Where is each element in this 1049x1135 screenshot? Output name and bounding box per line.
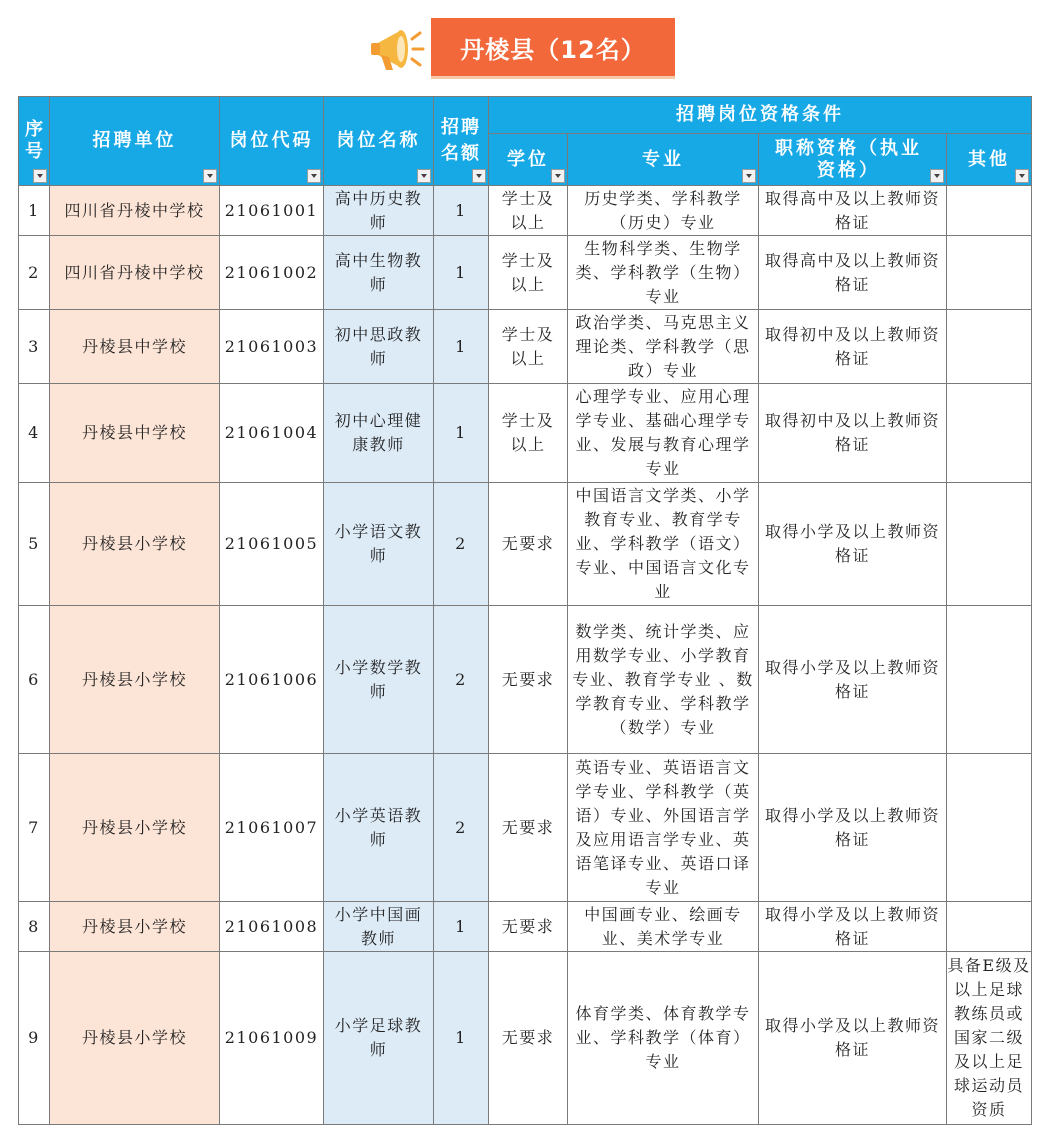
filter-dropdown-icon[interactable] [33, 169, 47, 183]
row-code: 21061009 [220, 952, 324, 1125]
row-cert: 取得小学及以上教师资格证 [759, 483, 947, 606]
table-row [19, 754, 1032, 902]
row-position: 小学足球教师 [324, 952, 434, 1125]
row-position: 高中历史教师 [324, 186, 434, 236]
header-position-label: 岗位名称 [336, 130, 421, 151]
row-seq: 6 [19, 606, 50, 754]
row-cert: 取得初中及以上教师资格证 [759, 310, 947, 384]
header-degree [489, 134, 568, 186]
row-degree: 学士及以上 [489, 384, 568, 483]
row-other [947, 754, 1032, 902]
row-quota: 2 [434, 483, 489, 606]
title-underline [431, 76, 675, 79]
row-unit: 丹棱县中学校 [50, 310, 220, 384]
row-code: 21061008 [220, 902, 324, 952]
row-unit: 丹棱县小学校 [50, 754, 220, 902]
row-seq: 5 [19, 483, 50, 606]
table-row [19, 952, 1032, 1125]
row-quota: 1 [434, 236, 489, 310]
filter-dropdown-icon[interactable] [551, 169, 565, 183]
row-cert: 取得小学及以上教师资格证 [759, 606, 947, 754]
header-major-label: 专业 [642, 148, 684, 170]
row-unit: 丹棱县小学校 [50, 606, 220, 754]
row-quota: 2 [434, 606, 489, 754]
row-seq: 7 [19, 754, 50, 902]
row-unit: 丹棱县中学校 [50, 384, 220, 483]
table-row [19, 310, 1032, 384]
row-degree: 无要求 [489, 902, 568, 952]
row-quota: 1 [434, 952, 489, 1125]
header-unit [50, 97, 220, 186]
row-major: 数学类、统计学类、应用数学专业、小学教育专业、教育学专业 、数学教育专业、学科教学（数学）专业 [568, 606, 759, 754]
row-cert: 取得小学及以上教师资格证 [759, 952, 947, 1125]
row-major: 心理学专业、应用心理学专业、基础心理学专业、发展与教育心理学专业 [568, 384, 759, 483]
table-row [19, 606, 1032, 754]
filter-dropdown-icon[interactable] [417, 169, 431, 183]
header-cert-label: 职称资格（执业资格） [775, 137, 922, 181]
filter-dropdown-icon[interactable] [930, 169, 944, 183]
row-major: 中国画专业、绘画专业、美术学专业 [568, 902, 759, 952]
row-unit: 丹棱县小学校 [50, 483, 220, 606]
row-other [947, 236, 1032, 310]
filter-dropdown-icon[interactable] [742, 169, 756, 183]
row-position: 小学数学教师 [324, 606, 434, 754]
row-cert: 取得高中及以上教师资格证 [759, 236, 947, 310]
header-quota-label: 招聘名额 [441, 117, 481, 164]
row-other [947, 483, 1032, 606]
header-major [568, 134, 759, 186]
row-position: 小学英语教师 [324, 754, 434, 902]
row-unit: 丹棱县小学校 [50, 902, 220, 952]
row-code: 21061005 [220, 483, 324, 606]
header-degree-label: 学位 [507, 148, 549, 170]
header-other-label: 其他 [968, 148, 1010, 170]
row-seq: 4 [19, 384, 50, 483]
title-label: 丹棱县（12名） [431, 18, 675, 76]
row-cert: 取得小学及以上教师资格证 [759, 754, 947, 902]
filter-dropdown-icon[interactable] [472, 169, 486, 183]
row-other [947, 902, 1032, 952]
row-seq: 8 [19, 902, 50, 952]
row-other [947, 606, 1032, 754]
row-quota: 1 [434, 186, 489, 236]
table-row [19, 384, 1032, 483]
table-row [19, 186, 1032, 236]
row-degree: 无要求 [489, 754, 568, 902]
row-major: 政治学类、马克思主义理论类、学科教学（思政）专业 [568, 310, 759, 384]
table-row [19, 236, 1032, 310]
row-position: 小学中国画教师 [324, 902, 434, 952]
header-seq-label: 序号 [25, 119, 43, 162]
row-code: 21061007 [220, 754, 324, 902]
row-major: 英语专业、英语语言文学专业、学科教学（英语）专业、外国语言学及应用语言学专业、英语笔译专业、英语口译专业 [568, 754, 759, 902]
row-seq: 9 [19, 952, 50, 1125]
row-position: 初中思政教师 [324, 310, 434, 384]
section-title [368, 18, 688, 80]
row-major: 中国语言文学类、小学教育专业、教育学专业、学科教学（语文）专业、中国语言文化专业 [568, 483, 759, 606]
row-degree: 无要求 [489, 483, 568, 606]
row-quota: 1 [434, 902, 489, 952]
header-other [947, 134, 1032, 186]
filter-dropdown-icon[interactable] [1015, 169, 1029, 183]
header-cert [759, 134, 947, 186]
row-code: 21061006 [220, 606, 324, 754]
header-code-label: 岗位代码 [229, 130, 314, 151]
row-code: 21061002 [220, 236, 324, 310]
header-qualification-group: 招聘岗位资格条件 [489, 97, 1032, 134]
row-degree: 学士及以上 [489, 236, 568, 310]
table-row [19, 902, 1032, 952]
row-quota: 1 [434, 384, 489, 483]
row-degree: 学士及以上 [489, 186, 568, 236]
row-other [947, 310, 1032, 384]
header-position [324, 97, 434, 186]
row-quota: 2 [434, 754, 489, 902]
table-row [19, 483, 1032, 606]
row-major: 历史学类、学科教学（历史）专业 [568, 186, 759, 236]
row-cert: 取得高中及以上教师资格证 [759, 186, 947, 236]
row-code: 21061001 [220, 186, 324, 236]
row-major: 体育学类、体育教学专业、学科教学（体育）专业 [568, 952, 759, 1125]
row-quota: 1 [434, 310, 489, 384]
row-cert: 取得初中及以上教师资格证 [759, 384, 947, 483]
row-major: 生物科学类、生物学类、学科教学（生物）专业 [568, 236, 759, 310]
row-seq: 1 [19, 186, 50, 236]
table-body [19, 186, 1032, 1125]
row-code: 21061003 [220, 310, 324, 384]
row-degree: 学士及以上 [489, 310, 568, 384]
row-other [947, 186, 1032, 236]
row-position: 高中生物教师 [324, 236, 434, 310]
filter-dropdown-icon[interactable] [203, 169, 217, 183]
filter-dropdown-icon[interactable] [307, 169, 321, 183]
row-position: 初中心理健康教师 [324, 384, 434, 483]
megaphone-icon [368, 22, 426, 76]
row-degree: 无要求 [489, 606, 568, 754]
row-seq: 2 [19, 236, 50, 310]
row-cert: 取得小学及以上教师资格证 [759, 902, 947, 952]
row-unit: 四川省丹棱中学校 [50, 186, 220, 236]
row-unit: 丹棱县小学校 [50, 952, 220, 1125]
header-seq [19, 97, 50, 186]
recruitment-table [18, 96, 1032, 1125]
row-seq: 3 [19, 310, 50, 384]
row-position: 小学语文教师 [324, 483, 434, 606]
header-unit-label: 招聘单位 [92, 130, 177, 151]
row-code: 21061004 [220, 384, 324, 483]
row-unit: 四川省丹棱中学校 [50, 236, 220, 310]
header-quota [434, 97, 489, 186]
row-other: 具备E级及以上足球教练员或国家二级及以上足球运动员资质 [947, 952, 1032, 1125]
header-code [220, 97, 324, 186]
row-other [947, 384, 1032, 483]
row-degree: 无要求 [489, 952, 568, 1125]
